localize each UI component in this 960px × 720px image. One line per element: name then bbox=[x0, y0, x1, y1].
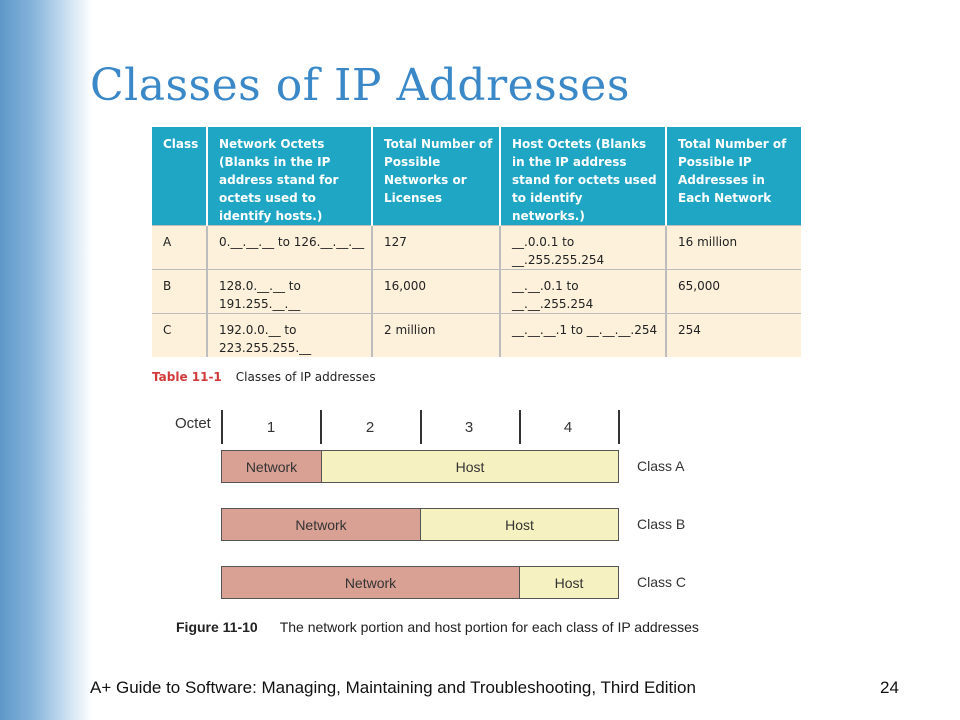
octet-number: 2 bbox=[365, 419, 375, 436]
octet-divider bbox=[221, 410, 223, 444]
cell-network-octets: 192.0.0.__ to 223.255.255.__ bbox=[207, 314, 372, 358]
octet-number: 4 bbox=[563, 419, 573, 436]
header-possible-networks: Total Number of Possible Networks or Licenses bbox=[372, 127, 500, 226]
figure-caption-text: The network portion and host portion for each class of IP addresses bbox=[279, 619, 699, 635]
cell-host-octets: __.0.0.1 to __.255.255.254 bbox=[500, 226, 666, 270]
page-number: 24 bbox=[880, 678, 899, 697]
cell-class: B bbox=[152, 270, 207, 314]
cell-possible-networks: 127 bbox=[372, 226, 500, 270]
cell-network-octets: 0.__.__.__ to 126.__.__.__ bbox=[207, 226, 372, 270]
class-c-label: Class C bbox=[637, 574, 687, 590]
cell-possible-addresses: 16 million bbox=[666, 226, 801, 270]
class-c-bar bbox=[221, 566, 619, 599]
network-segment: Network bbox=[222, 451, 321, 482]
figure-caption-label: Figure 11-10 bbox=[176, 619, 258, 635]
class-a-label: Class A bbox=[637, 458, 685, 474]
header-network-octets: Network Octets (Blanks in the IP address stand for octets used to identify hosts.) bbox=[207, 127, 372, 226]
octet-divider bbox=[420, 410, 422, 444]
cell-class: C bbox=[152, 314, 207, 358]
cell-host-octets: __.__.0.1 to __.__.255.254 bbox=[500, 270, 666, 314]
cell-possible-networks: 2 million bbox=[372, 314, 500, 358]
slide-footer: A+ Guide to Software: Managing, Maintaining and Troubleshooting, Third Edition bbox=[90, 678, 696, 697]
class-b-label: Class B bbox=[637, 516, 686, 532]
host-segment: Host bbox=[519, 567, 618, 598]
octet-divider bbox=[618, 410, 620, 444]
table-caption-label: Table 11-1 bbox=[152, 370, 222, 384]
cell-class: A bbox=[152, 226, 207, 270]
cell-possible-addresses: 254 bbox=[666, 314, 801, 358]
table-caption-text: Classes of IP addresses bbox=[235, 370, 376, 384]
cell-possible-networks: 16,000 bbox=[372, 270, 500, 314]
octet-divider bbox=[519, 410, 521, 444]
host-segment: Host bbox=[420, 509, 618, 540]
octet-label: Octet bbox=[175, 415, 211, 432]
cell-network-octets: 128.0.__.__ to 191.255.__.__ bbox=[207, 270, 372, 314]
header-class: Class bbox=[152, 127, 207, 226]
host-segment: Host bbox=[321, 451, 618, 482]
header-possible-addresses: Total Number of Possible IP Addresses in Each Network bbox=[666, 127, 801, 226]
cell-host-octets: __.__.__.1 to __.__.__.254 bbox=[500, 314, 666, 358]
network-segment: Network bbox=[222, 509, 420, 540]
figure-caption bbox=[176, 619, 699, 635]
network-segment: Network bbox=[222, 567, 519, 598]
cell-possible-addresses: 65,000 bbox=[666, 270, 801, 314]
octet-divider bbox=[320, 410, 322, 444]
slide-title: Classes of IP Addresses bbox=[90, 60, 630, 111]
header-host-octets: Host Octets (Blanks in the IP address stand for octets used to identify networks.) bbox=[500, 127, 666, 226]
octet-number: 1 bbox=[266, 419, 276, 436]
class-a-bar bbox=[221, 450, 619, 483]
class-b-bar bbox=[221, 508, 619, 541]
octet-number: 3 bbox=[464, 419, 474, 436]
